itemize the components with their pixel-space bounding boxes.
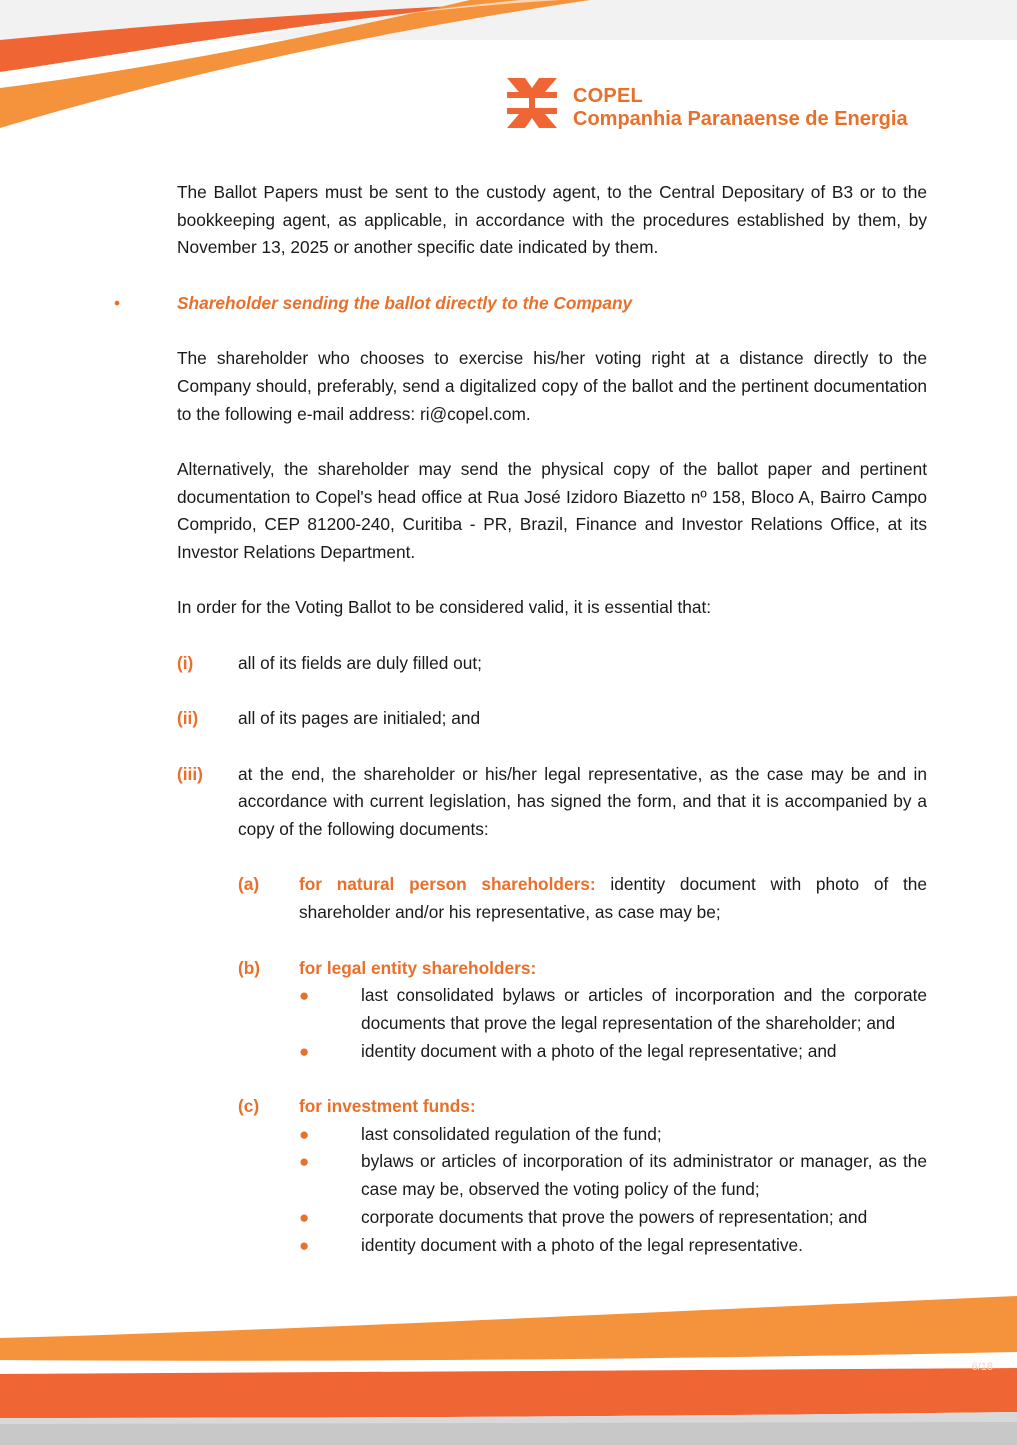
bullet-text: corporate documents that prove the powers of representation; and [361,1206,868,1227]
bullet-text: last consolidated bylaws or articles of incorporation and the corporate documents that prove the legal representation of the shareholder; and [361,985,927,1033]
list-number: (ii) [177,708,199,729]
sub-item-investment-funds [238,1093,927,1121]
list-item [177,761,927,844]
bullet-dot-icon: ● [299,1207,310,1227]
sub-item-label: for legal entity shareholders: [299,957,537,978]
bullet-dot-icon: ● [299,1235,310,1255]
copel-logo [503,76,933,132]
sub-item-label: for natural person shareholders: [299,874,596,895]
copel-logo-mark-icon [503,76,561,130]
sub-item-natural-person [238,871,927,926]
section-heading [114,290,927,318]
bullet-dot-icon: ● [299,986,310,1006]
sub-item-legal-entity [238,955,927,983]
bullet-item [299,1121,927,1149]
validity-paragraph: In order for the Voting Ballot to be considered valid, it is essential that: [177,597,712,618]
list-text: at the end, the shareholder or his/her legal representative, as the case may be and in accordance with current legislation, has signed the form, and that it is accompanied by a copy of the following documents: [238,763,927,840]
bullet-dot-icon: ● [299,1041,310,1061]
section-bullet-icon: • [114,292,121,313]
list-number: (iii) [177,763,203,784]
bullet-text: last consolidated regulation of the fund; [361,1123,662,1144]
bullet-text: identity document with a photo of the legal representative. [361,1234,803,1255]
bullet-text: identity document with a photo of the legal representative; and [361,1040,837,1061]
bullet-item [299,1038,927,1066]
sub-item-letter: (c) [238,1096,260,1117]
bullet-dot-icon: ● [299,1152,310,1172]
list-item [177,705,927,733]
list-number: (i) [177,652,194,673]
bullet-item [299,1204,927,1232]
bullet-text: bylaws or articles of incorporation of its administrator or manager, as the case may be, observed the voting policy of the fund; [361,1151,927,1200]
list-text: all of its fields are duly filled out; [238,652,482,673]
address-paragraph: Alternatively, the shareholder may send the physical copy of the ballot paper and pertinent documentation to Copel's head office at Rua José Izidoro Biazetto nº 158, Bloco A, Bairro Campo Comprido, CEP 81200-240, Curitiba - PR, Brazil, Finance and Investor Relations Office, at its Investor Relations Department. [177,458,927,563]
sub-item-letter: (b) [238,957,261,978]
bullet-item [299,982,927,1037]
brand-name: COPEL [573,85,643,107]
bullet-item [299,1232,927,1260]
sub-item-label: for investment funds: [299,1096,476,1117]
sub-item-text: identity document with photo of the shareholder and/or his representative, as case may be; [299,874,927,923]
bullet-dot-icon: ● [299,1124,310,1144]
company-name: Companhia Paranaense de Energia [573,108,908,130]
page-number: 6/18 [971,1361,993,1373]
list-item [177,650,927,678]
sub-item-letter: (a) [238,874,260,895]
intro-paragraph: The Ballot Papers must be sent to the custody agent, to the Central Depositary of B3 or to the bookkeeping agent, as applicable, in accordance with the procedures established by them, by November 13, 2025 or another specific date indicated by them. [177,182,927,258]
footer-swoosh-decoration [0,1290,1017,1445]
bullet-item [299,1148,927,1203]
section-title: Shareholder sending the ballot directly to the Company [177,292,633,313]
email-paragraph: The shareholder who chooses to exercise his/her voting right at a distance directly to the Company should, preferably, send a digitalized copy of the ballot and the pertinent documentation to the following e-mail address: ri@copel.com. [177,348,927,424]
list-text: all of its pages are initialed; and [238,708,481,729]
document-body [114,179,927,1259]
